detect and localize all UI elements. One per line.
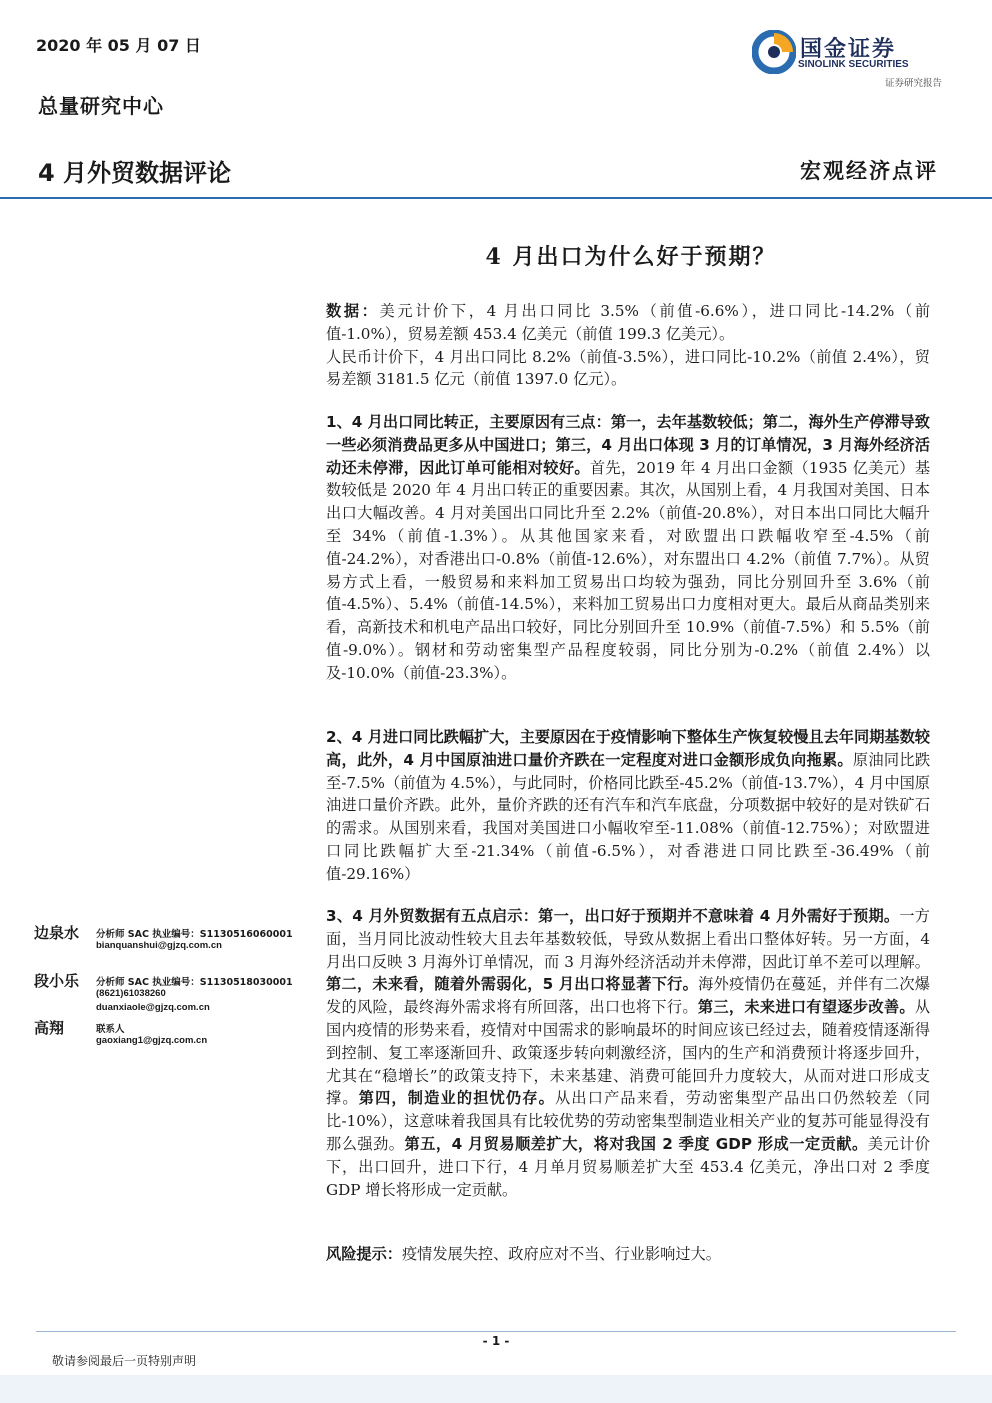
author-name: 高翔 bbox=[34, 1019, 65, 1037]
insight-4-summary: 第四，制造业的担忧仍存。 bbox=[358, 1089, 555, 1108]
author-email[interactable]: bianquanshui@gjzq.com.cn bbox=[96, 940, 222, 951]
company-logo bbox=[752, 30, 942, 90]
data-usd-text: 美元计价下，4 月出口同比 3.5%（前值-6.6%），进口同比-14.2%（前值-1.0%），贸易差额 453.4 亿美元（前值 199.3 亿美元）。 bbox=[326, 302, 931, 343]
point-1-detail: 首先，2019 年 4 月出口金额（1935 亿美元）基数较低是 2020 年 4 月出口转正的重要因素。其次，从国别上看，4 月我国对美国、日本出口大幅改善。4 月对美国出口同比升至 2.2%（前值-20.8%），对日本出口同比大幅升至 34%（前值-1.3%）。从其他国家来看，对欧盟出口跌幅收窄至-4.5%（前值-24.2%），对香港出口-0.8%（前值-12.6%），对东盟出口 4.2%（前值 7.7%）。从贸易方式上看，一般贸易和来料加工贸易出口均较为强劲，同比分别回升至 3.6%（前值-4.5%）、5.4%（前值-14.5%），来料加工贸易出口力度相对更大。最后从商品类别来看，高新技术和机电产品出口较好，同比分别回升至 10.9%（前值-7.5%）和 5.5%（前值-9.0%）。钢材和劳动密集型产品程度较弱，同比分别为-0.2%（前值 2.4%）以及-10.0%（前值-23.3%）。 bbox=[326, 458, 931, 682]
data-line-usd bbox=[326, 300, 930, 346]
risk-text: 疫情发展失控、政府应对不当、行业影响过大。 bbox=[401, 1245, 721, 1263]
author-name: 段小乐 bbox=[34, 972, 80, 990]
author-email[interactable]: duanxiaole@gjzq.com.cn bbox=[96, 1002, 210, 1013]
header-divider bbox=[0, 197, 992, 199]
author-role: 分析师 SAC 执业编号：S1130516060001 bbox=[96, 929, 293, 940]
logo-english-name: SINOLINK SECURITIES bbox=[798, 59, 909, 70]
insight-4-detail: 从出口产品来看，劳动密集型产品出口仍然较差（同比-10%），这意味着我国具有比较优势的劳动密集型制造业相关产业的复苏可能显得没有那么强劲。 bbox=[326, 1089, 931, 1153]
author-name: 边泉水 bbox=[34, 924, 80, 942]
research-center: 总量研究中心 bbox=[38, 94, 164, 118]
insight-1-detail: 一方面，当月同比波动性较大且去年基数较低，导致从数据上看出口整体好转。另一方面，4 月出口反映 3 月海外订单情况，而 3 月海外经济活动并未停滞，因此订单不差可以理解。 bbox=[326, 907, 930, 971]
point-1-paragraph bbox=[326, 411, 930, 685]
point-2-summary: 2、4 月进口同比跌幅扩大，主要原因在于疫情影响下整体生产恢复较慢且去年同期基数较高，此外，4 月中国原油进口量价齐跌在一定程度对进口金额形成负向拖累。 bbox=[326, 728, 930, 769]
headline: 4 月出口为什么好于预期？ bbox=[485, 244, 777, 270]
sinolink-logo-icon bbox=[752, 30, 796, 74]
point-2-detail: 原油同比跌至-7.5%（前值为 4.5%），与此同时，价格同比跌至-45.2%（前值-13.7%），4 月中国原油进口量价齐跌。此外，量价齐跌的还有汽车和汽车底盘，分项数据中较好的是对铁矿石的需求。从国别来看，我国对美国进口小幅收窄至-11.08%（前值-12.75%）；对欧盟进口同比跌幅扩大至-21.34%（前值-6.5%），对香港进口同比跌至-36.49%（前值-29.16%） bbox=[326, 750, 931, 883]
point-1-summary: 1、4 月出口同比转正，主要原因有三点：第一，去年基数较低；第二，海外生产停滞导致一些必须消费品更多从中国进口；第三，4 月出口体现 3 月的订单情况，3 月海外经济活动还未停滞，因此订单可能相对较好。 bbox=[326, 413, 930, 477]
point-2-paragraph bbox=[326, 726, 930, 886]
insight-5-detail: 美元计价下，出口回升，进口下行，4 月单月贸易顺差扩大至 453.4 亿美元，净出口对 2 季度 GDP 增长将形成一定贡献。 bbox=[326, 1134, 931, 1199]
risk-warning bbox=[326, 1243, 930, 1266]
data-line-rmb: 人民币计价下，4 月出口同比 8.2%（前值-3.5%），进口同比-10.2%（前值 2.4%），贸易差额 3181.5 亿元（前值 1397.0 亿元）。 bbox=[326, 347, 930, 389]
author-role: 分析师 SAC 执业编号：S1130518030001 bbox=[96, 977, 293, 988]
logo-chinese-name: 国金证券 bbox=[800, 37, 897, 62]
insight-3-summary: 第三，未来进口有望逐步改善。 bbox=[697, 998, 915, 1017]
data-label: 数据： bbox=[326, 302, 380, 320]
risk-label: 风险提示： bbox=[326, 1245, 402, 1263]
document-title: 4 月外贸数据评论 bbox=[38, 159, 232, 187]
insight-2-detail: 海外疫情仍在蔓延，并伴有二次爆发的风险，最终海外需求将有所回落，出口也将下行。 bbox=[326, 975, 930, 1017]
logo-subtitle: 证券研究报告 bbox=[884, 78, 942, 89]
report-category: 宏观经济点评 bbox=[800, 158, 938, 183]
data-section bbox=[326, 300, 930, 391]
author-role: 联系人 bbox=[96, 1024, 125, 1035]
report-date: 2020 年 05 月 07 日 bbox=[36, 36, 201, 55]
insight-3-detail: 从国内疫情的形势来看，疫情对中国需求的影响最坏的时间应该已经过去，随着疫情逐渐得到控制、复工率逐渐回升、政策逐步转向刺激经济，国内的生产和消费预计将逐步回升，尤其在“稳增长”的政策支持下，未来基建、消费可能回升力度较大，从而对进口形成支撑。 bbox=[326, 998, 931, 1108]
page-number: - 1 - bbox=[482, 1334, 510, 1348]
footer-divider bbox=[36, 1331, 956, 1332]
insight-2-summary: 第二，未来看，随着外需弱化，5 月出口将显著下行。 bbox=[326, 975, 699, 994]
author-phone: (8621)61038260 bbox=[96, 988, 166, 999]
insight-1-summary: 3、4 月外贸数据有五点启示：第一，出口好于预期并不意味着 4 月外需好于预期。 bbox=[326, 907, 900, 925]
point-3-paragraph bbox=[326, 905, 930, 1201]
footer-bar bbox=[0, 1375, 992, 1403]
insight-5-summary: 第五，4 月贸易顺差扩大，将对我国 2 季度 GDP 形成一定贡献。 bbox=[404, 1134, 868, 1153]
author-email[interactable]: gaoxiang1@gjzq.com.cn bbox=[96, 1035, 208, 1046]
footer-disclaimer: 敬请参阅最后一页特别声明 bbox=[52, 1354, 197, 1368]
